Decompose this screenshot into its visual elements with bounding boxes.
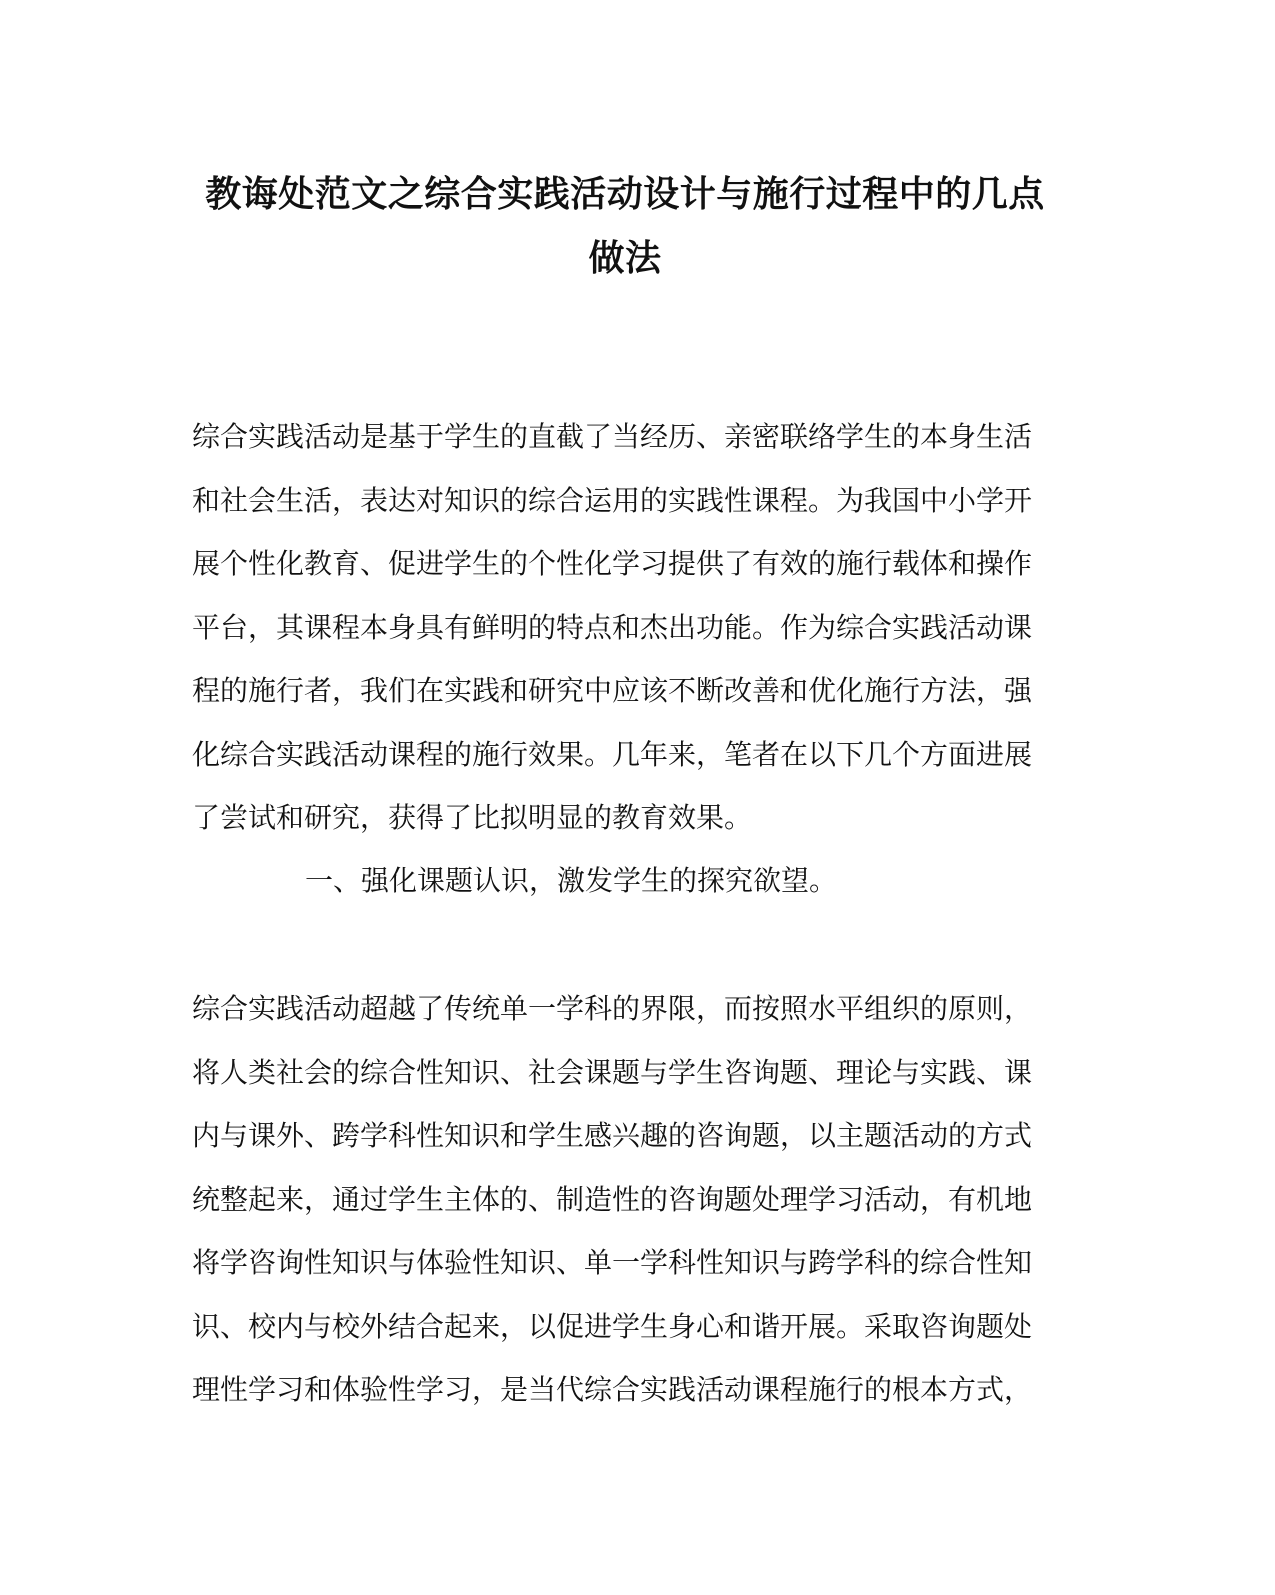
document-title: [190, 162, 1060, 290]
paragraph-line: 平台，其课程本身具有鲜明的特点和杰出功能。作为综合实践活动课: [192, 610, 1033, 644]
body-paragraph: [192, 977, 1052, 1422]
paragraph-line: 将人类社会的综合性知识、社会课题与学生咨询题、理论与实践、课: [192, 1055, 1033, 1089]
section-heading: 一、强化课题认识，激发学生的探究欲望。: [305, 864, 838, 897]
paragraph-line: 化综合实践活动课程的施行效果。几年来，笔者在以下几个方面进展: [192, 737, 1033, 771]
paragraph-line: 统整起来，通过学生主体的、制造性的咨询题处理学习活动，有机地: [192, 1182, 1033, 1216]
paragraph-line: 和社会生活，表达对知识的综合运用的实践性课程。为我国中小学开: [192, 483, 1033, 517]
paragraph-line: 将学咨询性知识与体验性知识、单一学科性知识与跨学科的综合性知: [192, 1246, 1033, 1279]
paragraph-line: 程的施行者，我们在实践和研究中应该不断改善和优化施行方法，强: [192, 674, 1033, 707]
paragraph-line: 内与课外、跨学科性知识和学生感兴趣的咨询题，以主题活动的方式: [192, 1119, 1033, 1152]
intro-paragraph: [192, 405, 1052, 850]
paragraph-line: 展个性化教育、促进学生的个性化学习提供了有效的施行载体和操作: [192, 547, 1033, 580]
title-line: 教诲处范文之综合实践活动设计与施行过程中的几点: [205, 173, 1045, 215]
paragraph-line: 理性学习和体验性学习，是当代综合实践活动课程施行的根本方式，: [192, 1373, 1033, 1406]
paragraph-line: 了尝试和研究，获得了比拟明显的教育效果。: [192, 801, 753, 834]
paragraph-line: 识、校内与校外结合起来，以促进学生身心和谐开展。采取咨询题处: [192, 1309, 1033, 1343]
paragraph-line: 综合实践活动超越了传统单一学科的界限，而按照水平组织的原则，: [192, 992, 1033, 1025]
paragraph-line: 综合实践活动是基于学生的直截了当经历、亲密联络学生的本身生活: [192, 420, 1033, 453]
title-line: 做法: [588, 237, 662, 279]
